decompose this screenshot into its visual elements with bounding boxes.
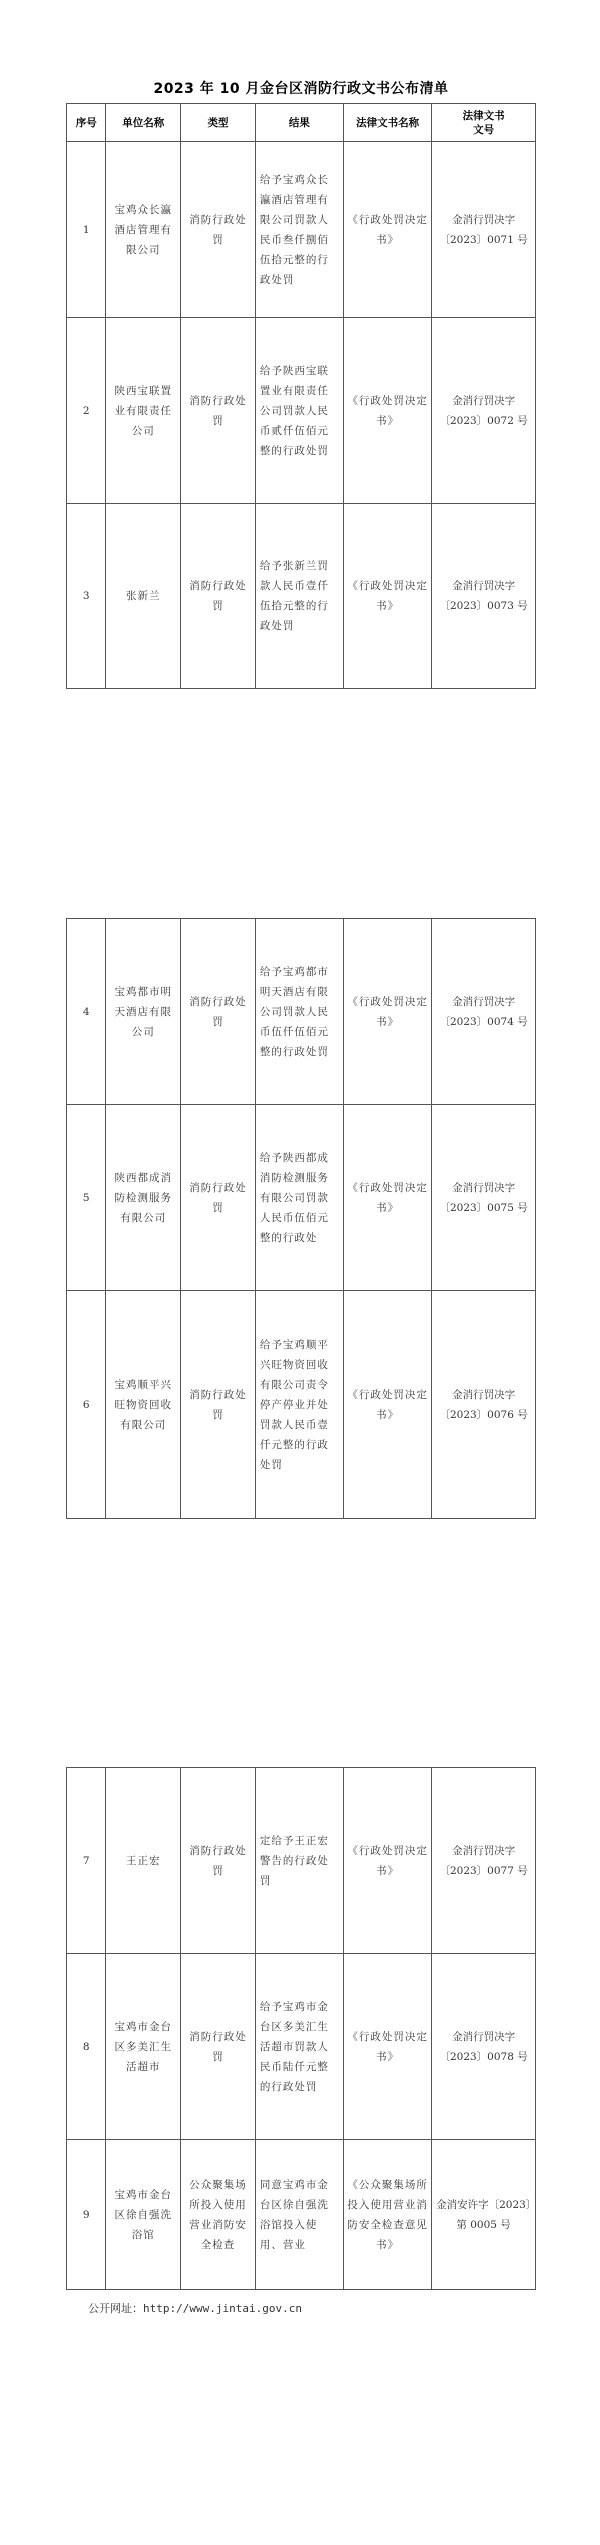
row-result: 给予张新兰罚款人民币壹仟伍拾元整的行政处罚 [255, 504, 343, 689]
table-row [67, 1768, 536, 1954]
row-doc-number: 金消行罚决字〔2023〕0074 号 [432, 919, 536, 1105]
row-result: 给予宝鸡顺平兴旺物资回收有限公司责令停产停业并处罚款人民币壹仟元整的行政处罚 [255, 1291, 343, 1519]
document-title: 2023 年 10 月金台区消防行政文书公布清单 [153, 81, 449, 97]
row-doc-number: 金消行罚决字〔2023〕0077 号 [432, 1768, 536, 1954]
header-no: 序号 [67, 104, 106, 142]
row-unit: 陕西宝联置业有限责任公司 [106, 318, 181, 504]
table-row [67, 504, 536, 689]
row-unit: 宝鸡都市明天酒店有限公司 [106, 919, 181, 1105]
row-no: 9 [67, 2140, 106, 2290]
header-unit: 单位名称 [106, 104, 181, 142]
row-doc-number: 金消行罚决字〔2023〕0076 号 [432, 1291, 536, 1519]
row-unit: 宝鸡市金台区徐自强洗浴馆 [106, 2140, 181, 2290]
row-type: 公众聚集场所投入使用营业消防安全检查 [181, 2140, 256, 2290]
row-result: 定给予王正宏警告的行政处罚 [255, 1768, 343, 1954]
row-doc-name: 《行政处罚决定书》 [344, 318, 432, 504]
row-doc-name: 《行政处罚决定书》 [344, 919, 432, 1105]
table-page-1 [66, 103, 536, 689]
table-row [67, 1105, 536, 1291]
row-result: 给予陕西都成消防检测服务有限公司罚款人民币伍佰元整的行政处 [255, 1105, 343, 1291]
header-doc-name: 法律文书名称 [344, 104, 432, 142]
row-doc-name: 《行政处罚决定书》 [344, 1291, 432, 1519]
row-result: 给予宝鸡都市明天酒店有限公司罚款人民币伍仟伍佰元整的行政处罚 [255, 919, 343, 1105]
row-doc-name: 《公众聚集场所投入使用营业消防安全检查意见书》 [344, 2140, 432, 2290]
row-doc-name: 《行政处罚决定书》 [344, 142, 432, 318]
row-type: 消防行政处罚 [181, 1291, 256, 1519]
row-result: 同意宝鸡市金台区徐自强洗浴馆投入使用、营业 [255, 2140, 343, 2290]
row-type: 消防行政处罚 [181, 919, 256, 1105]
row-doc-number: 金消行罚决字〔2023〕0078 号 [432, 1954, 536, 2140]
row-doc-name: 《行政处罚决定书》 [344, 1954, 432, 2140]
table-row [67, 318, 536, 504]
row-no: 1 [67, 142, 106, 318]
row-unit: 宝鸡市金台区多美汇生活超市 [106, 1954, 181, 2140]
table-page-2 [66, 918, 536, 1519]
row-no: 5 [67, 1105, 106, 1291]
row-unit: 张新兰 [106, 504, 181, 689]
row-doc-number: 金消安许字〔2023〕第 0005 号 [432, 2140, 536, 2290]
header-type: 类型 [181, 104, 256, 142]
row-unit: 陕西都成消防检测服务有限公司 [106, 1105, 181, 1291]
header-result: 结果 [255, 104, 343, 142]
row-doc-name: 《行政处罚决定书》 [344, 1768, 432, 1954]
row-no: 6 [67, 1291, 106, 1519]
public-website-note: 公开网址：http://www.jintai.gov.cn [88, 2302, 302, 2315]
row-doc-name: 《行政处罚决定书》 [344, 1105, 432, 1291]
table-page-3 [66, 1767, 536, 2290]
row-unit: 宝鸡顺平兴旺物资回收有限公司 [106, 1291, 181, 1519]
row-type: 消防行政处罚 [181, 318, 256, 504]
row-type: 消防行政处罚 [181, 504, 256, 689]
table-row [67, 142, 536, 318]
table-row [67, 919, 536, 1105]
row-type: 消防行政处罚 [181, 1105, 256, 1291]
row-doc-number: 金消行罚决字〔2023〕0072 号 [432, 318, 536, 504]
row-type: 消防行政处罚 [181, 142, 256, 318]
row-no: 3 [67, 504, 106, 689]
table-header-row [67, 104, 536, 142]
row-type: 消防行政处罚 [181, 1768, 256, 1954]
row-no: 2 [67, 318, 106, 504]
row-doc-number: 金消行罚决字〔2023〕0075 号 [432, 1105, 536, 1291]
row-no: 8 [67, 1954, 106, 2140]
row-type: 消防行政处罚 [181, 1954, 256, 2140]
row-result: 给予宝鸡众长瀛酒店管理有限公司罚款人民币叁仟捌佰伍拾元整的行政处罚 [255, 142, 343, 318]
row-unit: 宝鸡众长瀛酒店管理有限公司 [106, 142, 181, 318]
table-row [67, 1291, 536, 1519]
row-doc-number: 金消行罚决字〔2023〕0073 号 [432, 504, 536, 689]
row-doc-name: 《行政处罚决定书》 [344, 504, 432, 689]
row-doc-number: 金消行罚决字〔2023〕0071 号 [432, 142, 536, 318]
row-result: 给予宝鸡市金台区多美汇生活超市罚款人民币陆仟元整的行政处罚 [255, 1954, 343, 2140]
table-row [67, 2140, 536, 2290]
row-no: 7 [67, 1768, 106, 1954]
header-doc-number: 法律文书 文号 [432, 104, 536, 142]
row-result: 给予陕西宝联置业有限责任公司罚款人民币贰仟伍佰元整的行政处罚 [255, 318, 343, 504]
row-unit: 王正宏 [106, 1768, 181, 1954]
row-no: 4 [67, 919, 106, 1105]
table-row [67, 1954, 536, 2140]
